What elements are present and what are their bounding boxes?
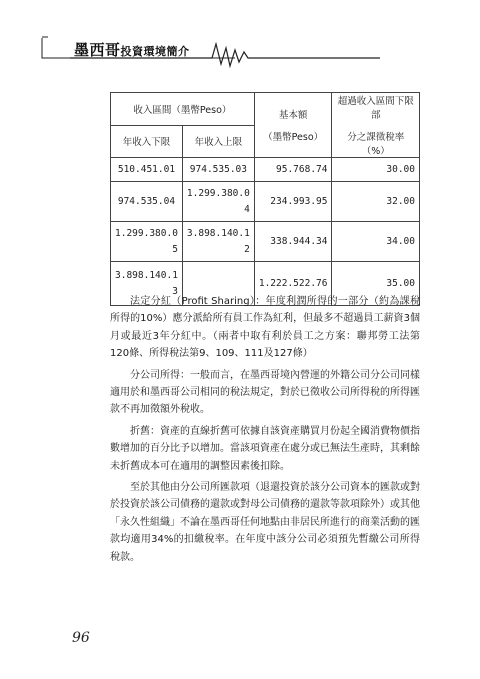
cell-rate: 32.00 — [332, 182, 420, 222]
text-line: 至於其他由分公司所匯款項（退還投資於該分公司資本的匯款或對於 — [110, 482, 420, 511]
cell-upper-value: 974.535.03 — [189, 164, 247, 175]
running-title — [74, 39, 190, 60]
header-base-amount-line1: 基本額 — [278, 110, 308, 121]
cell-lower-value: 1.299.380.0 — [115, 228, 178, 239]
paragraph-remittances — [110, 479, 420, 566]
text-line: 法定分紅（Profit Sharing）：年度利潤所得的一部分（約為課稅所 — [110, 296, 420, 325]
text-line: 不再加徵額外稅收。 — [120, 404, 210, 416]
cell-lower-value-wrap: 3 — [172, 286, 178, 297]
text-line: 「永久性組織」不論在墨西哥任何地點由非居民所進行的商業活動的匯 — [110, 516, 420, 528]
cell-base: 338.944.34 — [254, 222, 332, 262]
text-line: 款均適用34%的扣繳稅率。在年度中該分公司必須預先暫繳公司所得稅 — [110, 534, 420, 563]
paragraph-depreciation — [110, 423, 420, 475]
text-line: 得稅法第9、109、111及127條） — [159, 348, 313, 360]
cell-upper — [182, 158, 254, 182]
text-line: 分公司所得：一般而言，在墨西哥境內營運的外籍公司分公司同樣適 — [110, 369, 420, 399]
header-wave-rule — [0, 0, 480, 70]
header-marginal-rate — [332, 93, 420, 158]
text-line: 最近3年分紅中。（兩者中取有利於員工之方案：聯邦勞工法第120條、所 — [110, 330, 420, 360]
table-row — [111, 182, 420, 222]
header-base-amount — [254, 93, 332, 158]
table-row — [111, 222, 420, 262]
text-line: 增加的百分比予以增加。當該項資產在處分或已無法生產時，其剩餘未 — [110, 443, 420, 472]
cell-lower-value: 510.451.01 — [117, 164, 176, 175]
page-header — [0, 0, 480, 70]
cell-upper-value-wrap: 2 — [244, 244, 250, 255]
cell-lower — [111, 182, 183, 222]
cell-base: 234.993.95 — [254, 182, 332, 222]
text-line: 得的10%）應分派給所有員工作為紅利，但最多不超過員工薪資3個月或 — [110, 313, 421, 342]
cell-lower-value: 974.535.04 — [117, 196, 176, 207]
cell-lower — [111, 222, 183, 262]
text-line: 用於和墨西哥公司相同的稅法規定，對於已徵收公司所得稅的所得匯款 — [110, 387, 420, 416]
paragraph-profit-sharing — [110, 293, 420, 363]
text-line: 折舊成本可在適用的調整因素後扣除。 — [120, 460, 290, 472]
body-text — [110, 293, 420, 570]
text-line: 款。 — [120, 551, 140, 563]
cell-rate: 30.00 — [332, 158, 420, 182]
header-base-amount-line2: （墨幣Peso） — [263, 132, 324, 143]
cell-upper — [182, 222, 254, 262]
header-marginal-rate-line1: 超過收入區間下限部 — [337, 96, 414, 121]
running-title-main: 墨西哥 — [74, 41, 121, 59]
text-line: 折舊：資產的直線折舊可依據自該資產購買月份起全國消費物價指數 — [110, 425, 420, 455]
cell-lower — [111, 158, 183, 182]
income-tax-table — [110, 92, 420, 306]
table-header-row — [111, 93, 420, 126]
cell-upper — [182, 182, 254, 222]
cell-upper-value: 3.898.140.1 — [186, 228, 250, 239]
cell-base: 95.768.74 — [254, 158, 332, 182]
cell-upper-value-wrap: 4 — [244, 204, 250, 215]
cell-rate: 35.00 — [332, 262, 420, 306]
cell-lower-value: 3.898.140.1 — [115, 270, 178, 281]
running-title-sub: 投資環境簡介 — [120, 45, 190, 58]
cell-lower-value-wrap: 5 — [172, 244, 178, 255]
cell-rate: 34.00 — [332, 222, 420, 262]
table-row — [111, 158, 420, 182]
header-upper-limit: 年收入上限 — [182, 125, 254, 158]
paragraph-branch-income — [110, 367, 420, 419]
page-number: 96 — [72, 630, 90, 646]
cell-base: 1.222.522.76 — [254, 262, 332, 306]
cell-upper-value: 1.299.380.0 — [186, 188, 250, 199]
text-line: 投資於該公司債務的還款或對母公司債務的還款等款項除外）或其他 — [120, 499, 420, 511]
header-income-bracket: 收入區間（墨幣Peso） — [111, 93, 255, 126]
header-marginal-rate-line2: 分之課徵稅率（%） — [347, 132, 405, 157]
header-lower-limit: 年收入下限 — [111, 125, 183, 158]
